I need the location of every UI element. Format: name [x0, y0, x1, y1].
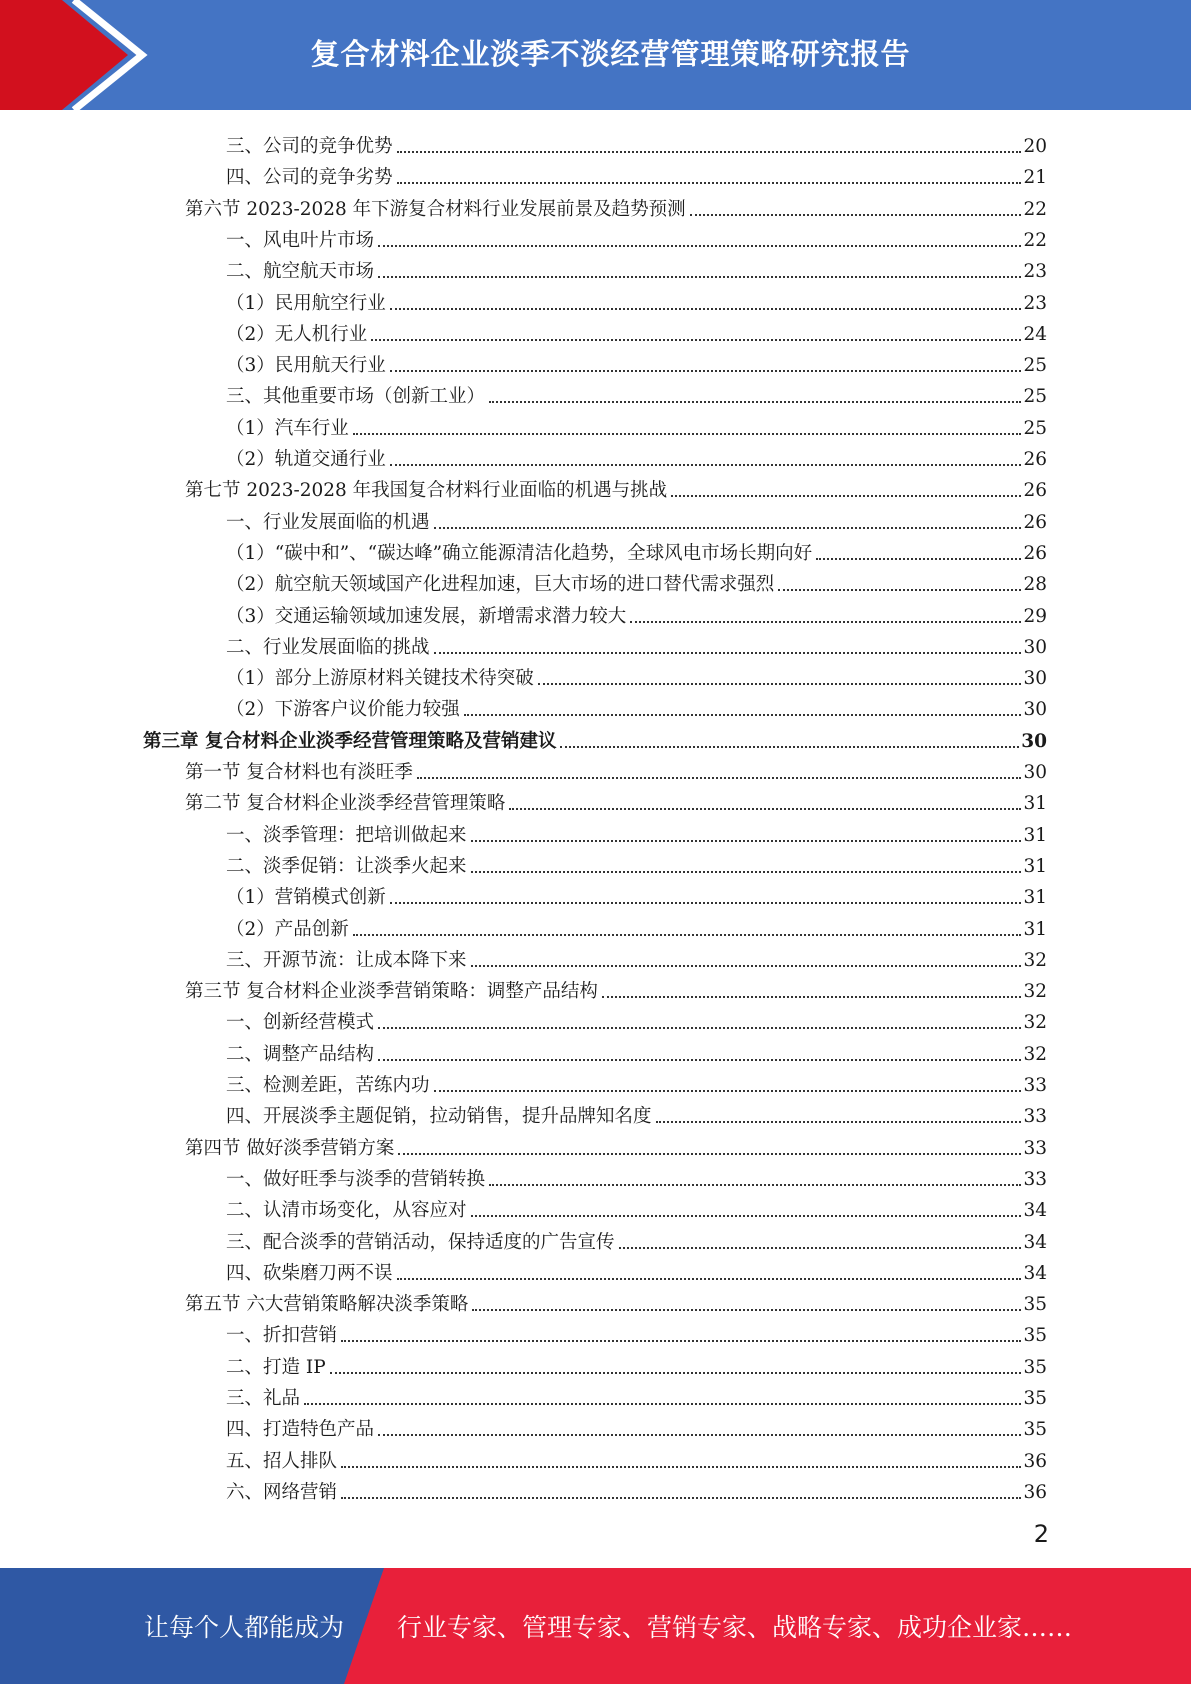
toc-entry[interactable]: [226, 629, 1047, 660]
toc-entry[interactable]: [226, 1443, 1047, 1474]
toc-entry-title: 第二节 复合材料企业淡季经营管理策略: [185, 793, 506, 814]
toc-entry-page: 21: [1023, 167, 1047, 188]
toc-entry-title: 第一节 复合材料也有淡旺季: [185, 762, 413, 783]
toc-entry[interactable]: [226, 566, 1047, 597]
toc-entry-page: 31: [1023, 793, 1047, 814]
toc-entry-title: （2）下游客户议价能力较强: [226, 699, 460, 720]
toc-entry[interactable]: [226, 316, 1047, 347]
toc-entry[interactable]: [143, 723, 1047, 754]
toc-entry-page: 33: [1023, 1138, 1047, 1159]
dot-leader: [390, 464, 1022, 466]
dot-leader: [330, 1372, 1022, 1374]
toc-entry[interactable]: [185, 472, 1047, 503]
toc-entry-page: 22: [1023, 199, 1047, 220]
dot-leader: [434, 527, 1022, 529]
toc-entry-title: 二、航空航天市场: [226, 261, 375, 282]
dot-leader: [489, 401, 1021, 403]
toc-entry-page: 32: [1023, 950, 1047, 971]
toc-entry-title: 四、开展淡季主题促销，拉动销售，提升品牌知名度: [226, 1106, 652, 1127]
toc-entry-page: 34: [1023, 1263, 1047, 1284]
dot-leader: [489, 1184, 1021, 1186]
toc-entry-page: 36: [1023, 1482, 1047, 1503]
toc-entry-title: 一、风电叶片市场: [226, 230, 375, 251]
dot-leader: [390, 902, 1022, 904]
toc-entry-title: （2）产品创新: [226, 919, 349, 940]
toc-entry[interactable]: [226, 1255, 1047, 1286]
toc-entry[interactable]: [226, 253, 1047, 284]
dot-leader: [471, 840, 1022, 842]
dot-leader: [397, 1278, 1022, 1280]
toc-entry[interactable]: [226, 535, 1047, 566]
toc-entry-page: 26: [1023, 512, 1047, 533]
toc-entry[interactable]: [226, 1036, 1047, 1067]
dot-leader: [619, 1247, 1022, 1249]
dot-leader: [378, 276, 1021, 278]
toc-entry[interactable]: [226, 1224, 1047, 1255]
toc-entry-title: （2）无人机行业: [226, 324, 368, 345]
dot-leader: [434, 652, 1022, 654]
toc-entry[interactable]: [226, 879, 1047, 910]
footer-banner: [0, 1568, 1191, 1684]
dot-leader: [471, 871, 1022, 873]
toc-entry-title: 三、其他重要市场（创新工业）: [226, 386, 486, 407]
toc-entry-page: 35: [1023, 1388, 1047, 1409]
toc-entry-page: 32: [1023, 1012, 1047, 1033]
toc-entry-title: 三、开源节流：让成本降下来: [226, 950, 467, 971]
dot-leader: [690, 214, 1022, 216]
toc-entry-page: 35: [1023, 1294, 1047, 1315]
toc-entry-title: 一、创新经营模式: [226, 1012, 375, 1033]
toc-entry[interactable]: [226, 1098, 1047, 1129]
dot-leader: [671, 495, 1021, 497]
dot-leader: [397, 151, 1022, 153]
toc-entry-title: 二、调整产品结构: [226, 1044, 375, 1065]
toc-entry-page: 26: [1023, 449, 1047, 470]
toc-entry-page: 26: [1023, 480, 1047, 501]
header-banner: [0, 0, 1191, 110]
toc-entry-title: 第五节 六大营销策略解决淡季策略: [185, 1294, 469, 1315]
dot-leader: [378, 245, 1021, 247]
dot-leader: [472, 1309, 1021, 1311]
dot-leader: [471, 965, 1022, 967]
toc-entry[interactable]: [226, 441, 1047, 472]
dot-leader: [538, 683, 1022, 685]
toc-entry[interactable]: [185, 1286, 1047, 1317]
toc-entry-page: 34: [1023, 1200, 1047, 1221]
toc-entry[interactable]: [226, 1411, 1047, 1442]
footer-slogan-right: 行业专家、管理专家、营销专家、战略专家、成功企业家……: [397, 1613, 1073, 1642]
toc-entry-page: 31: [1023, 887, 1047, 908]
toc-entry-title: 二、认清市场变化，从容应对: [226, 1200, 467, 1221]
toc-entry-page: 33: [1023, 1169, 1047, 1190]
toc-entry-title: 五、招人排队: [226, 1451, 338, 1472]
toc-entry-title: 四、打造特色产品: [226, 1419, 375, 1440]
toc-entry-title: 三、公司的竞争优势: [226, 136, 393, 157]
toc-entry[interactable]: [226, 1380, 1047, 1411]
dot-leader: [304, 1403, 1021, 1405]
toc-entry-page: 30: [1023, 637, 1047, 658]
toc-entry[interactable]: [185, 973, 1047, 1004]
toc-entry-page: 31: [1023, 856, 1047, 877]
toc-entry-page: 33: [1023, 1106, 1047, 1127]
toc-entry[interactable]: [226, 1474, 1047, 1505]
toc-entry-page: 35: [1023, 1357, 1047, 1378]
toc-entry-page: 22: [1023, 230, 1047, 251]
toc-entry-page: 30: [1023, 762, 1047, 783]
toc-entry[interactable]: [185, 191, 1047, 222]
toc-entry-title: （1）部分上游原材料关键技术待突破: [226, 668, 534, 689]
dot-leader: [397, 182, 1022, 184]
dot-leader: [602, 996, 1022, 998]
toc-entry[interactable]: [226, 1349, 1047, 1380]
toc-entry-page: 20: [1023, 136, 1047, 157]
toc-entry-page: 35: [1023, 1419, 1047, 1440]
dot-leader: [353, 433, 1022, 435]
dot-leader: [471, 1215, 1022, 1217]
toc-entry-title: （2）轨道交通行业: [226, 449, 386, 470]
toc-entry[interactable]: [226, 1067, 1047, 1098]
toc-entry[interactable]: [226, 1004, 1047, 1035]
dot-leader: [371, 339, 1021, 341]
toc-entry-title: 一、行业发展面临的机遇: [226, 512, 430, 533]
toc-entry[interactable]: [226, 347, 1047, 378]
dot-leader: [778, 589, 1021, 591]
toc-entry-title: 二、打造 IP: [226, 1357, 326, 1378]
toc-entry-page: 30: [1021, 731, 1047, 752]
toc-entry-title: 一、做好旺季与淡季的营销转换: [226, 1169, 486, 1190]
toc-entry-title: 第三节 复合材料企业淡季营销策略：调整产品结构: [185, 981, 598, 1002]
dot-leader: [656, 1121, 1022, 1123]
toc-entry-page: 29: [1023, 606, 1047, 627]
toc-entry-title: （2）航空航天领域国产化进程加速，巨大市场的进口替代需求强烈: [226, 574, 775, 595]
toc-entry[interactable]: [226, 1161, 1047, 1192]
toc-entry-title: （1）营销模式创新: [226, 887, 386, 908]
dot-leader: [341, 1497, 1021, 1499]
toc-entry-page: 36: [1023, 1451, 1047, 1472]
dot-leader: [464, 714, 1022, 716]
toc-entry-page: 25: [1023, 355, 1047, 376]
toc-entry[interactable]: [226, 128, 1047, 159]
toc-entry[interactable]: [226, 222, 1047, 253]
footer-slogan-left: 让每个人都能成为: [144, 1613, 345, 1642]
toc-entry-page: 31: [1023, 919, 1047, 940]
dot-leader: [417, 777, 1022, 779]
toc-entry-page: 26: [1023, 543, 1047, 564]
dot-leader: [390, 308, 1022, 310]
dot-leader: [816, 558, 1021, 560]
toc-entry[interactable]: [226, 504, 1047, 535]
dot-leader: [353, 934, 1022, 936]
toc-entry-page: 33: [1023, 1075, 1047, 1096]
toc-entry-title: 第六节 2023-2028 年下游复合材料行业发展前景及趋势预测: [185, 199, 686, 220]
dot-leader: [378, 1434, 1021, 1436]
toc-entry-page: 30: [1023, 668, 1047, 689]
dot-leader: [378, 1027, 1021, 1029]
toc-entry[interactable]: [226, 598, 1047, 629]
toc-entry[interactable]: [226, 911, 1047, 942]
toc-entry-page: 35: [1023, 1325, 1047, 1346]
toc-entry[interactable]: [226, 848, 1047, 879]
toc-entry-page: 31: [1023, 825, 1047, 846]
toc-entry-title: 第三章 复合材料企业淡季经营管理策略及营销建议: [143, 731, 557, 752]
toc-entry[interactable]: [185, 785, 1047, 816]
dot-leader: [341, 1466, 1021, 1468]
toc-entry-title: （1）民用航空行业: [226, 293, 386, 314]
toc-entry[interactable]: [185, 1130, 1047, 1161]
dot-leader: [398, 1153, 1021, 1155]
toc-entry-page: 32: [1023, 981, 1047, 1002]
toc-entry-title: 一、折扣营销: [226, 1325, 338, 1346]
toc-entry-title: 四、砍柴磨刀两不误: [226, 1263, 393, 1284]
toc-entry-title: 二、淡季促销：让淡季火起来: [226, 856, 467, 877]
page-number: 2: [1033, 1520, 1049, 1548]
toc-entry-page: 34: [1023, 1232, 1047, 1253]
toc-entry-page: 23: [1023, 293, 1047, 314]
toc-entry-title: 三、礼品: [226, 1388, 301, 1409]
report-title: 复合材料企业淡季不淡经营管理策略研究报告: [310, 36, 911, 71]
toc-entry-title: （3）交通运输领域加速发展，新增需求潜力较大: [226, 606, 627, 627]
toc-entry-title: 六、网络营销: [226, 1482, 338, 1503]
toc-entry[interactable]: [185, 754, 1047, 785]
toc-entry-page: 23: [1023, 261, 1047, 282]
toc-entry[interactable]: [226, 817, 1047, 848]
toc-entry[interactable]: [226, 410, 1047, 441]
dot-leader: [378, 1059, 1021, 1061]
toc-entry-page: 32: [1023, 1044, 1047, 1065]
toc-entry[interactable]: [226, 660, 1047, 691]
dot-leader: [434, 1090, 1022, 1092]
dot-leader: [390, 370, 1022, 372]
toc-entry-title: 三、配合淡季的营销活动，保持适度的广告宣传: [226, 1232, 615, 1253]
toc-entry[interactable]: [226, 1317, 1047, 1348]
toc-entry[interactable]: [226, 691, 1047, 722]
dot-leader: [341, 1340, 1021, 1342]
toc-entry-page: 30: [1023, 699, 1047, 720]
toc-entry-page: 24: [1023, 324, 1047, 345]
toc-entry-page: 25: [1023, 418, 1047, 439]
dot-leader: [630, 621, 1021, 623]
toc-entry-title: 第七节 2023-2028 年我国复合材料行业面临的机遇与挑战: [185, 480, 668, 501]
toc-entry-page: 28: [1023, 574, 1047, 595]
toc-entry[interactable]: [226, 942, 1047, 973]
toc-entry-title: 二、行业发展面临的挑战: [226, 637, 430, 658]
dot-leader: [560, 746, 1019, 748]
toc-entry[interactable]: [226, 378, 1047, 409]
toc-entry-title: 三、检测差距，苦练内功: [226, 1075, 430, 1096]
toc-entry-title: 四、公司的竞争劣势: [226, 167, 393, 188]
dot-leader: [509, 808, 1021, 810]
toc-entry-title: 第四节 做好淡季营销方案: [185, 1138, 395, 1159]
toc-entry-title: 一、淡季管理：把培训做起来: [226, 825, 467, 846]
toc-entry-title: （1）“碳中和”、“碳达峰”确立能源清洁化趋势，全球风电市场长期向好: [226, 543, 813, 564]
toc-entry[interactable]: [226, 285, 1047, 316]
toc-entry-title: （3）民用航天行业: [226, 355, 386, 376]
toc-entry[interactable]: [226, 1192, 1047, 1223]
toc-entry-page: 25: [1023, 386, 1047, 407]
toc-entry[interactable]: [226, 159, 1047, 190]
toc-entry-title: （1）汽车行业: [226, 418, 349, 439]
